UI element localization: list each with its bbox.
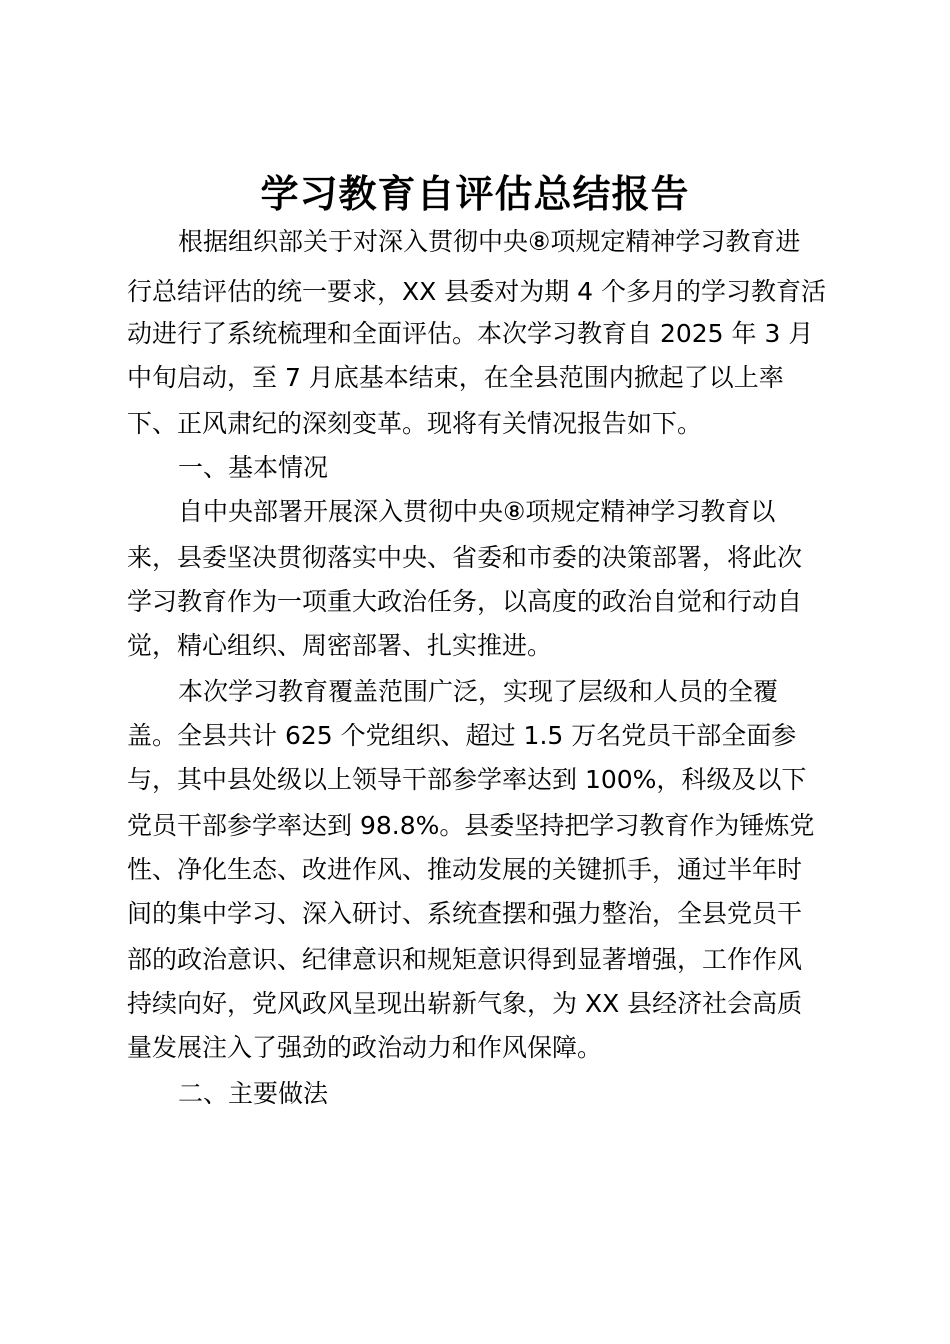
- paragraph-line: [0, 490, 950, 534]
- paragraph-line: [0, 312, 950, 356]
- line-text: 盖。全县共计 625 个党组织、超过 1.5 万名党员干部全面参: [127, 721, 797, 750]
- line-text: 学习教育作为一项重大政治任务，以高度的政治自觉和行动自: [127, 587, 803, 616]
- paragraph-line: [0, 670, 950, 714]
- line-text: 中旬启动，至 7 月底基本结束，在全县范围内掀起了以上率: [127, 363, 784, 392]
- section-heading-text: 二、主要做法: [178, 1079, 329, 1108]
- line-text: 党员干部参学率达到 98.8%。县委坚持把学习教育作为锤炼党: [127, 811, 815, 840]
- line-text: 根据组织部关于对深入贯彻中央⑧项规定精神学习教育进: [178, 227, 801, 256]
- section-heading: [0, 446, 950, 490]
- line-text: 部的政治意识、纪律意识和规矩意识得到显著增强，工作作风: [127, 945, 803, 974]
- section-heading: [0, 1072, 950, 1116]
- line-text: 自中央部署开展深入贯彻中央⑧项规定精神学习教育以: [178, 497, 776, 526]
- line-text: 动进行了系统梳理和全面评估。本次学习教育自 2025 年 3 月: [127, 319, 814, 348]
- line-text: 觉，精心组织、周密部署、扎实推进。: [127, 631, 553, 660]
- document-title: 学习教育自评估总结报告: [260, 172, 690, 216]
- section-heading-text: 一、基本情况: [178, 453, 329, 482]
- paragraph-line: [0, 1026, 950, 1070]
- paragraph-line: [0, 220, 950, 264]
- line-text: 来，县委坚决贯彻落实中央、省委和市委的决策部署，将此次: [127, 543, 803, 572]
- paragraph-line: [0, 804, 950, 848]
- paragraph-line: [0, 758, 950, 802]
- paragraph-line: [0, 402, 950, 446]
- line-text: 量发展注入了强劲的政治动力和作风保障。: [127, 1033, 603, 1062]
- paragraph-line: [0, 892, 950, 936]
- paragraph-line: [0, 982, 950, 1026]
- paragraph-line: [0, 536, 950, 580]
- paragraph-line: [0, 580, 950, 624]
- line-text: 与，其中县处级以上领导干部参学率达到 100%，科级及以下: [127, 765, 807, 794]
- line-text: 本次学习教育覆盖范围广泛，实现了层级和人员的全覆: [178, 677, 779, 706]
- line-text: 下、正风肃纪的深刻变革。现将有关情况报告如下。: [127, 409, 703, 438]
- line-text: 性、净化生态、改进作风、推动发展的关键抓手，通过半年时: [127, 855, 803, 884]
- paragraph-line: [0, 938, 950, 982]
- line-text: 间的集中学习、深入研讨、系统查摆和强力整治，全县党员干: [127, 899, 803, 928]
- line-text: 行总结评估的统一要求，XX 县委对为期 4 个多月的学习教育活: [127, 277, 827, 306]
- line-text: 持续向好，党风政风呈现出崭新气象，为 XX 县经济社会高质: [127, 989, 803, 1018]
- paragraph-line: [0, 270, 950, 314]
- paragraph-line: [0, 714, 950, 758]
- paragraph-line: [0, 356, 950, 400]
- paragraph-line: [0, 848, 950, 892]
- paragraph-line: [0, 624, 950, 668]
